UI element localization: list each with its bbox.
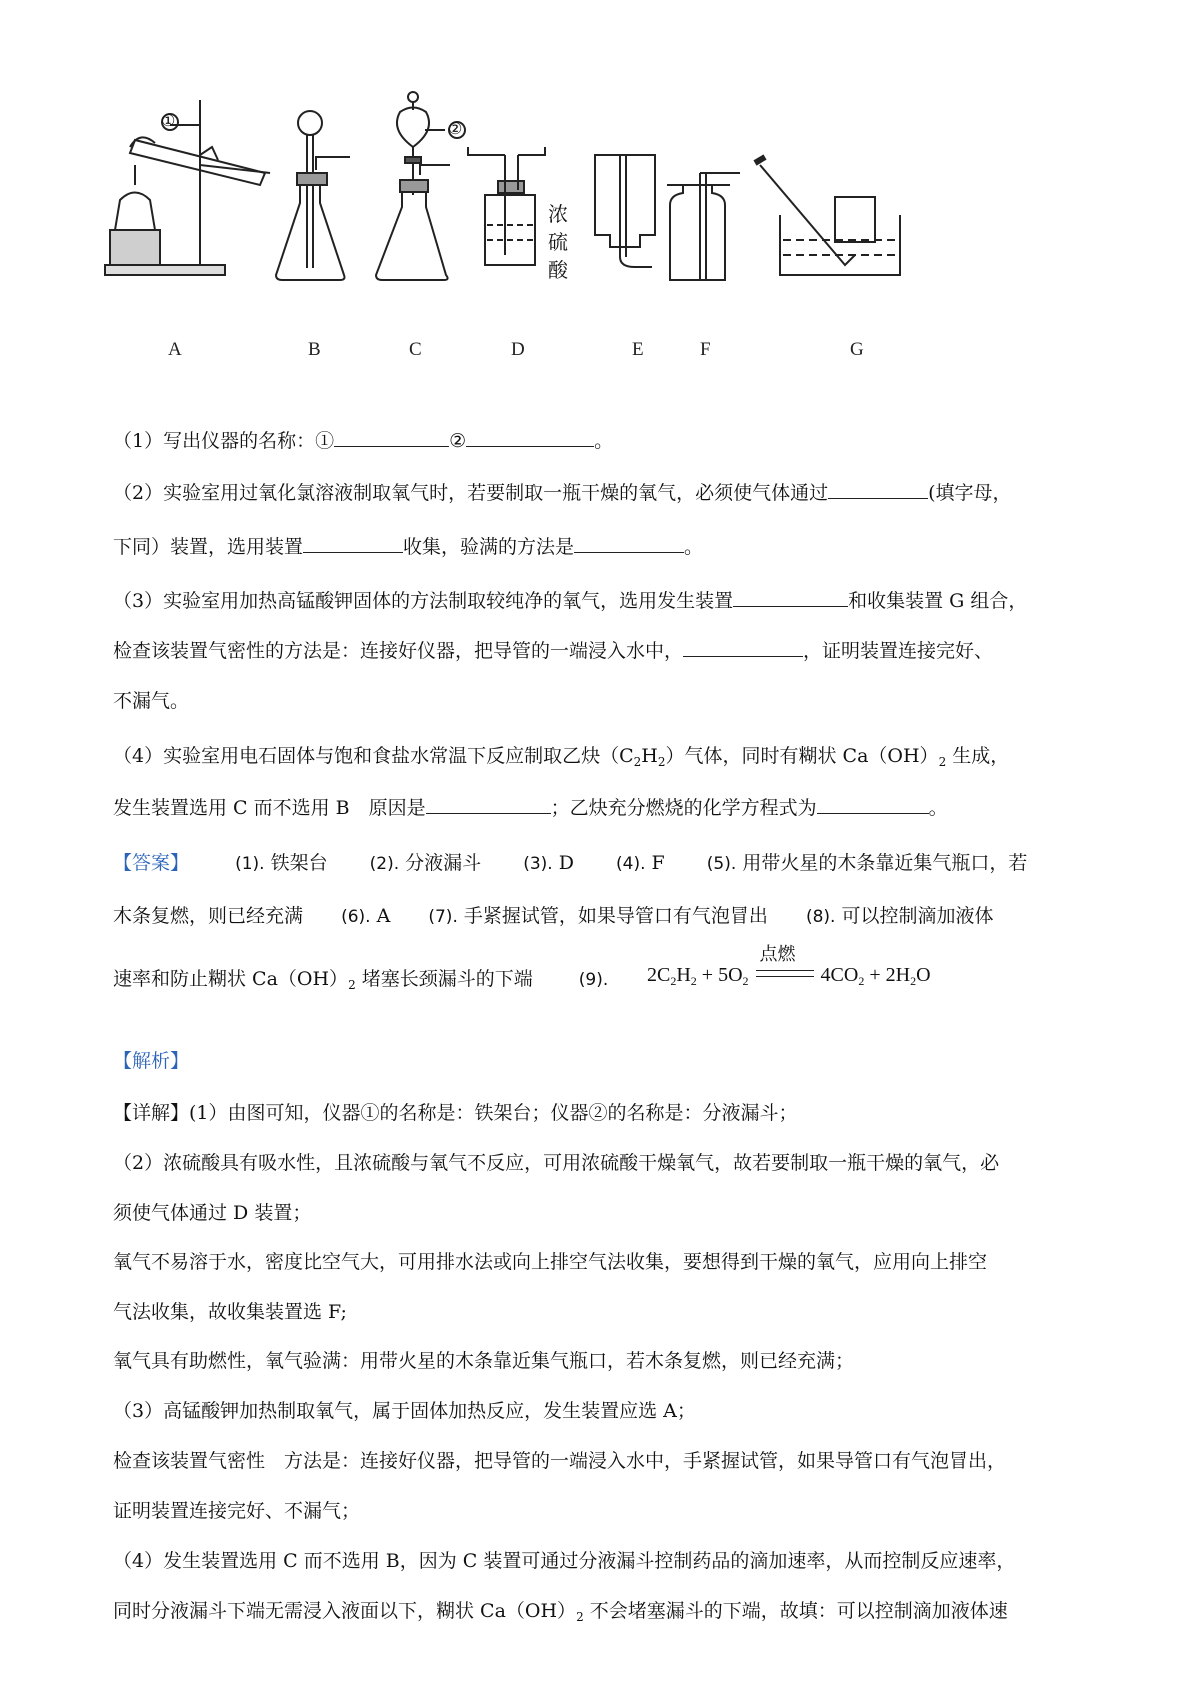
apparatus-e bbox=[595, 155, 655, 267]
label-d: D bbox=[511, 339, 525, 360]
apparatus-a bbox=[105, 100, 270, 275]
apparatus-f bbox=[667, 173, 740, 280]
apparatus-d bbox=[468, 147, 545, 265]
marker-1: ① bbox=[161, 111, 176, 130]
question-3-line-2: 检查该装置气密性的方法是：连接好仪器，把导管的一端浸入水中， ，证明装置连接完好、 bbox=[113, 640, 994, 662]
analysis-tag: 【解析】 bbox=[113, 1050, 190, 1072]
label-b: B bbox=[308, 339, 321, 360]
analysis-line-2: （2）浓硫酸具有吸水性，且浓硫酸与氧气不反应，可用浓硫酸干燥氧气，故若要制取一瓶干燥的氧气，必 bbox=[113, 1152, 1000, 1174]
blank-6[interactable] bbox=[733, 588, 848, 607]
apparatus-b bbox=[276, 111, 350, 280]
blank-5[interactable] bbox=[574, 534, 684, 553]
reaction-condition: 点燃 bbox=[756, 966, 814, 986]
analysis-line-11: 同时分液漏斗下端无需浸入液面以下，糊状 $Ca(OH)_2$ 不会堵塞漏斗的下端，故填：可以控制滴加液体速 bbox=[113, 1600, 1008, 1624]
analysis-line-3: 须使气体通过 D 装置； bbox=[113, 1202, 312, 1224]
blank-8[interactable] bbox=[426, 795, 551, 814]
apparatus-figure bbox=[100, 85, 1000, 360]
label-f: F bbox=[700, 339, 711, 360]
marker-2: ② bbox=[448, 119, 463, 138]
apparatus-g bbox=[755, 157, 900, 275]
blank-3[interactable] bbox=[828, 480, 928, 499]
question-3-line-1: （3）实验室用加热高锰酸钾固体的方法制取较纯净的氧气，选用发生装置 和收集装置 G 组合， bbox=[113, 590, 1028, 612]
blank-1[interactable] bbox=[334, 428, 449, 447]
label-g: G bbox=[850, 339, 864, 360]
answer-tag: 【答案】 bbox=[113, 852, 190, 874]
double-line bbox=[756, 970, 814, 977]
question-1: （1）写出仪器的名称：① ② 。 bbox=[113, 430, 614, 452]
analysis-line-4: 氧气不易溶于水，密度比空气大，可用排水法或向上排空气法收集，要想得到干燥的氧气，应用向上排空 bbox=[113, 1251, 988, 1273]
analysis-line-8: 检查该装置气密性 方法是：连接好仪器，把导管的一端浸入水中，手紧握试管，如果导管口有气泡冒出， bbox=[113, 1450, 1007, 1472]
blank-9[interactable] bbox=[817, 795, 929, 814]
analysis-line-5: 气法收集，故收集装置选 F; bbox=[113, 1301, 347, 1323]
apparatus-c bbox=[376, 92, 450, 280]
analysis-line-7: （3）高锰酸钾加热制取氧气，属于固体加热反应，发生装置应选 A； bbox=[113, 1400, 696, 1422]
label-c: C bbox=[409, 339, 422, 360]
answer-line-2: 木条复燃，则已经充满 (6). A (7). 手紧握试管，如果导管口有气泡冒出 (8). 可以控制滴加液体 bbox=[113, 905, 994, 927]
question-2-line-1: （2）实验室用过氧化氯溶液制取氧气时，若要制取一瓶干燥的氧气，必须使气体通过 (填字母， bbox=[113, 482, 1012, 504]
question-3-line-3: 不漏气。 bbox=[113, 690, 190, 712]
analysis-line-6: 氧气具有助燃性，氧气验满：用带火星的木条靠近集气瓶口，若木条复燃，则已经充满； bbox=[113, 1350, 855, 1372]
answer-line-1: 【答案】 (1). 铁架台 (2). 分液漏斗 (3). D (4). F (5). 用带火星的木条靠近集气瓶口，若 bbox=[113, 852, 1028, 874]
label-a: A bbox=[168, 339, 182, 360]
question-2-line-2: 下同）装置，选用装置 收集，验满的方法是 。 bbox=[113, 536, 704, 558]
combustion-equation: $2C_2H_2 + 5O_2$ 点燃 $4CO_2 + 2H_2O$ bbox=[647, 944, 931, 988]
analysis-line-1: 【详解】(1）由图可知，仪器①的名称是：铁架台；仪器②的名称是：分液漏斗； bbox=[113, 1102, 798, 1124]
label-e: E bbox=[632, 339, 644, 360]
analysis-line-10: （4）发生装置选用 C 而不选用 B，因为 C 装置可通过分液漏斗控制药品的滴加速率，从而控制反应速率， bbox=[113, 1550, 1016, 1572]
analysis-line-9: 证明装置连接完好、不漏气； bbox=[113, 1500, 361, 1522]
question-4-line-2: 发生装置选用 C 而不选用 B 原因是 ；乙炔充分燃烧的化学方程式为 。 bbox=[113, 797, 948, 819]
question-4-line-1: （4）实验室用电石固体与饱和食盐水常温下反应制取乙炔$(C_2H_2)$气体，同时有糊状 $Ca(OH)_2$ 生成， bbox=[113, 745, 1010, 769]
blank-2[interactable] bbox=[466, 428, 594, 447]
blank-7[interactable] bbox=[683, 638, 803, 657]
label-d-sulfuric-acid: 浓硫酸 bbox=[548, 202, 568, 282]
answer-line-3: 速率和防止糊状 $Ca(OH)_2$ 堵塞长颈漏斗的下端 (9). bbox=[113, 968, 609, 992]
blank-4[interactable] bbox=[303, 534, 403, 553]
